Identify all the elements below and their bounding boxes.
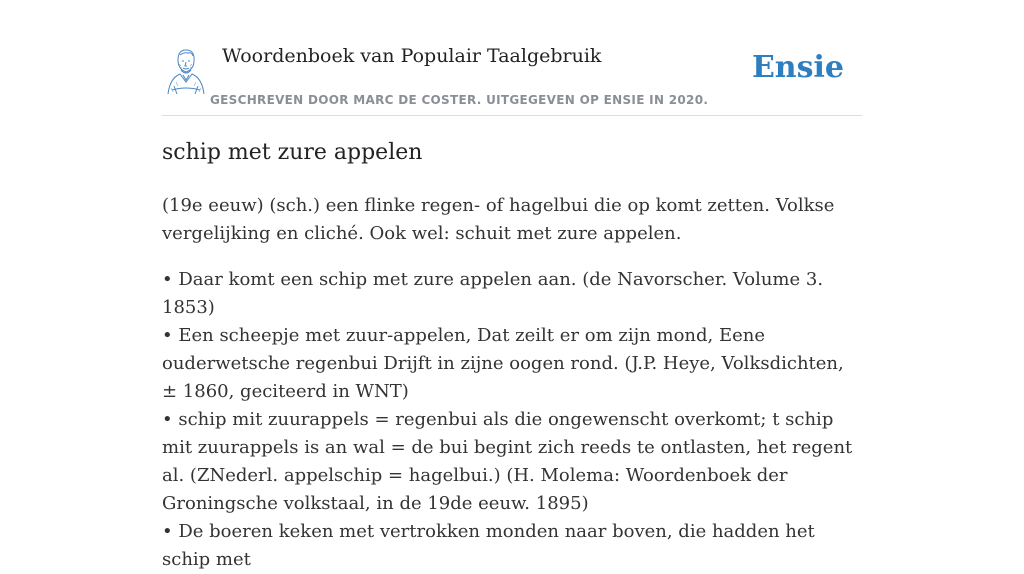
header [162, 0, 862, 116]
quote-line: • schip mit zuurappels = regenbui als die ongewenscht overkomt; t schip mit zuurappels is an wal = de bui begint zich reeds te ontlasten, het regent al. (ZNederl. appelschip = hagelbui.) (H. Molema: Woordenboek der Groningsche volkstaal, in de 19de eeuw. 1895) [162, 409, 853, 514]
quote-line: • De boeren keken met vertrokken monden naar boven, die hadden het schip met [162, 521, 815, 570]
header-divider [162, 115, 862, 116]
entry-definition: (19e eeuw) (sch.) een flinke regen- of hagelbui die op komt zetten. Volkse vergelijking en cliché. Ook wel: schuit met zure appelen. [162, 195, 835, 244]
quote-line: • Daar komt een schip met zure appelen aan. (de Navorscher. Volume 3. 1853) [162, 269, 824, 318]
quote-line: • Een scheepje met zuur-appelen, Dat zeilt er om zijn mond, Eene ouderwetsche regenbui Drijft in zijne oogen rond. (J.P. Heye, Volksdichten, ± 1860, geciteerd in WNT) [162, 325, 844, 402]
byline: GESCHREVEN DOOR MARC DE COSTER. UITGEGEVEN OP ENSIE IN 2020. [210, 93, 709, 107]
entry-term: schip met zure appelen [162, 140, 423, 165]
author-portrait-icon[interactable] [164, 46, 208, 96]
book-title[interactable]: Woordenboek van Populair Taalgebruik [222, 45, 602, 67]
entry-content [162, 192, 862, 574]
ensie-logo[interactable]: Ensie [751, 50, 844, 85]
